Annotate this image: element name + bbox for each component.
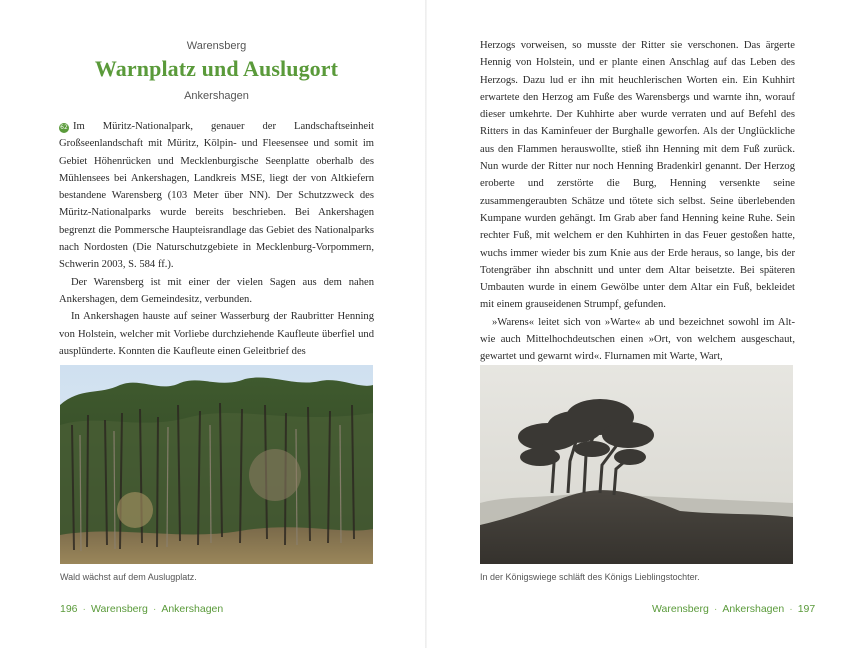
paragraph <box>59 118 374 274</box>
hill-trees-photo <box>480 365 793 564</box>
footer-separator: · <box>82 603 87 615</box>
paragraph: Der Warensberg ist mit einer der vielen Sagen aus dem nahen Ankershagen, dem Gemeindesitz, verbunden. <box>59 276 374 305</box>
photo-caption: Wald wächst auf dem Auslugplatz. <box>60 572 197 582</box>
right-page <box>426 0 853 648</box>
page-number: 197 <box>797 603 816 615</box>
footer-location: Ankershagen <box>722 603 785 615</box>
paragraph: »Warens« leitet sich von »Warte« ab und bezeichnet sowohl im Alt- wie auch Mittelhochdeutschen einen »Ort, von welchem ausgeschaut, gewartet und gewarnt wird«. Flurnamen mit Warte, Wart, <box>480 316 795 363</box>
page-title: Warnplatz und Auslugort <box>94 56 339 81</box>
left-page <box>0 0 426 648</box>
paragraph-text: Im Müritz-Nationalpark, genauer der Landschaftseinheit Großseenlandschaft mit Müritz, Kölpin- und Fleesensee und somit im Gebiet Höhenrücken und Mecklenburgische Seenplatte oberhalb des Mühlensees bei Ankershagen, Landkreis MSE, liegt der von Altkiefern bestandene Warensberg (103 Meter über NN). Der Schutzzweck des Müritz-Nationalparks wurde bereits beschrieben. Bei Ankershagen begrenzt die Pommersche Haupteisrandlage das Gebiet des Nationalparks nach Nordosten (Die Naturschutzgebiete in Mecklenburg-Vorpommern, Schwerin 2003, S. 584 ff.). <box>59 121 374 271</box>
paragraph: Herzogs vorweisen, so musste der Ritter sie verschonen. Das ärgerte Hennig von Holstein, und er plante einen Anschlag auf das Leben des Herzogs. Dazu lud er ihn mit heuchlerischen Worten ein. Ein Kuhhirt erwartete den Herzog am Fuße des Warensbergs und warnte ihn, worauf dieser umkehrte. Der Kuhhirte aber wurde verraten und auf Befehl des Ritters in das Kaminfeuer der Burghalle geworfen. Als der Unglückliche aus den Flammen herauswollte, stieß ihn Henning mit dem Fuß zurück. Nun wurde der Ritter nur noch Henning Bradenkirl genannt. Der Herzog eroberte und zerstörte die Burg, Henning versenkte seine zusammengeraubten Schätze und tötete sich selbst. Seine überlebenden Kumpane wurden gehängt. Im Grab aber fand Henning keine Ruhe. Sein rechter Fuß, mit welchem er den Kuhhirten in das Feuer gestoßen hatte, wuchs immer wieder bis zum Knie aus der Erde heraus, so lange, bis der Totengräber ihn abschnitt und unter dem Altar beisetzte. Bei späteren Umbauten wurde in einem Gewölbe unter dem Altar ein Fuß, bekleidet mit einem grauseidenen Strumpf, gefunden. <box>480 40 795 311</box>
footer-separator: · <box>152 603 157 615</box>
right-body-text <box>480 37 795 366</box>
footer-separator: · <box>789 603 793 615</box>
page-footer <box>652 603 815 615</box>
footer-location: Ankershagen <box>161 603 224 615</box>
location-subkicker: Ankershagen <box>184 90 249 102</box>
paragraph: In Ankershagen hauste auf seiner Wasserburg der Raubritter Henning von Holstein, welcher mit Vorliebe durchziehende Kaufleute überfiel und ausplünderte. Konnten die Kaufleute einen Geleitbrief des <box>59 311 374 357</box>
page-footer <box>60 603 223 615</box>
left-body-text <box>59 118 374 360</box>
forest-photo <box>60 365 373 564</box>
page-number: 196 <box>60 603 78 615</box>
photo-caption: In der Königswiege schläft des Königs Lieblingstochter. <box>480 572 700 582</box>
footer-separator: · <box>713 603 718 615</box>
location-kicker: Warensberg <box>186 40 247 52</box>
site-number-badge: 62 <box>60 124 68 131</box>
footer-section: Warensberg <box>91 603 148 615</box>
footer-section: Warensberg <box>652 603 709 615</box>
